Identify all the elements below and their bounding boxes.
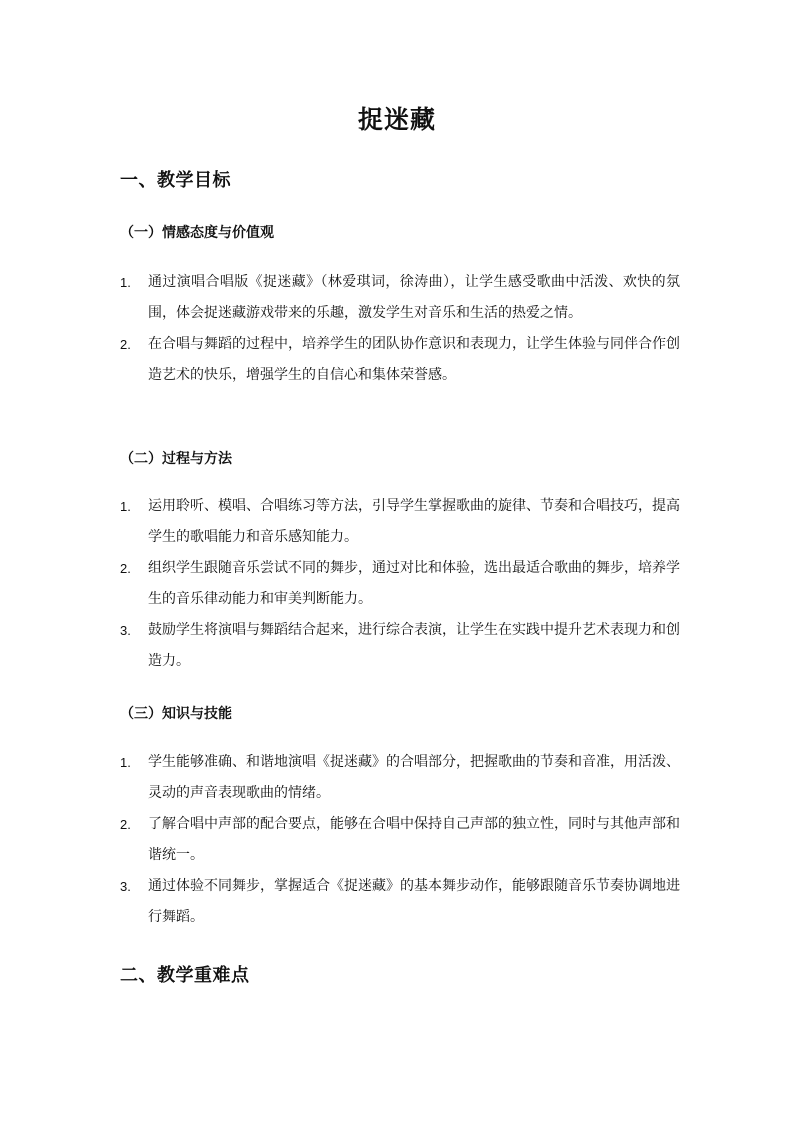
list-item-number: 1.: [120, 499, 131, 514]
list-item-number: 1.: [120, 275, 131, 290]
list-item: [120, 615, 680, 677]
list-item: [120, 809, 680, 871]
list-item: [120, 871, 680, 933]
list-item-number: 2.: [120, 337, 131, 352]
subsection-heading-emotion: （一）情感态度与价值观: [120, 225, 274, 241]
list-item-number: 1.: [120, 755, 131, 770]
list-item-text: 组织学生跟随音乐尝试不同的舞步，通过对比和体验，选出最适合歌曲的舞步，培养学生的音乐律动能力和审美判断能力。: [148, 560, 680, 607]
list-item-text: 通过演唱合唱版《捉迷藏》（林爱琪词，徐涛曲），让学生感受歌曲中活泼、欢快的氛围，体会捉迷藏游戏带来的乐趣，激发学生对音乐和生活的热爱之情。: [148, 274, 680, 321]
list-item: [120, 553, 680, 615]
knowledge-goals-list: [120, 747, 680, 933]
subsection-heading-process: （二）过程与方法: [120, 451, 232, 467]
list-item-number: 3.: [120, 623, 131, 638]
list-item-text: 学生能够准确、和谐地演唱《捉迷藏》的合唱部分，把握歌曲的节奏和音准，用活泼、灵动的声音表现歌曲的情绪。: [148, 754, 680, 801]
list-item: [120, 747, 680, 809]
subsection-heading-knowledge: （三）知识与技能: [120, 706, 232, 722]
list-item-number: 2.: [120, 817, 131, 832]
list-item-number: 3.: [120, 879, 131, 894]
list-item-number: 2.: [120, 561, 131, 576]
list-item: [120, 329, 680, 391]
process-goals-list: [120, 491, 680, 677]
list-item: [120, 267, 680, 329]
document-title: 捉迷藏: [357, 105, 436, 134]
section-heading-teaching-goals: 一、教学目标: [120, 170, 231, 191]
list-item-text: 了解合唱中声部的配合要点，能够在合唱中保持自己声部的独立性，同时与其他声部和谐统一。: [148, 816, 680, 863]
list-item-text: 在合唱与舞蹈的过程中，培养学生的团队协作意识和表现力，让学生体验与同伴合作创造艺术的快乐，增强学生的自信心和集体荣誉感。: [148, 336, 680, 383]
list-item: [120, 491, 680, 553]
list-item-text: 通过体验不同舞步，掌握适合《捉迷藏》的基本舞步动作，能够跟随音乐节奏协调地进行舞蹈。: [148, 878, 680, 925]
section-heading-key-difficulties: 二、教学重难点: [120, 965, 250, 986]
emotion-goals-list: [120, 267, 680, 391]
list-item-text: 鼓励学生将演唱与舞蹈结合起来，进行综合表演，让学生在实践中提升艺术表现力和创造力。: [148, 622, 680, 669]
list-item-text: 运用聆听、模唱、合唱练习等方法，引导学生掌握歌曲的旋律、节奏和合唱技巧，提高学生的歌唱能力和音乐感知能力。: [148, 498, 680, 545]
